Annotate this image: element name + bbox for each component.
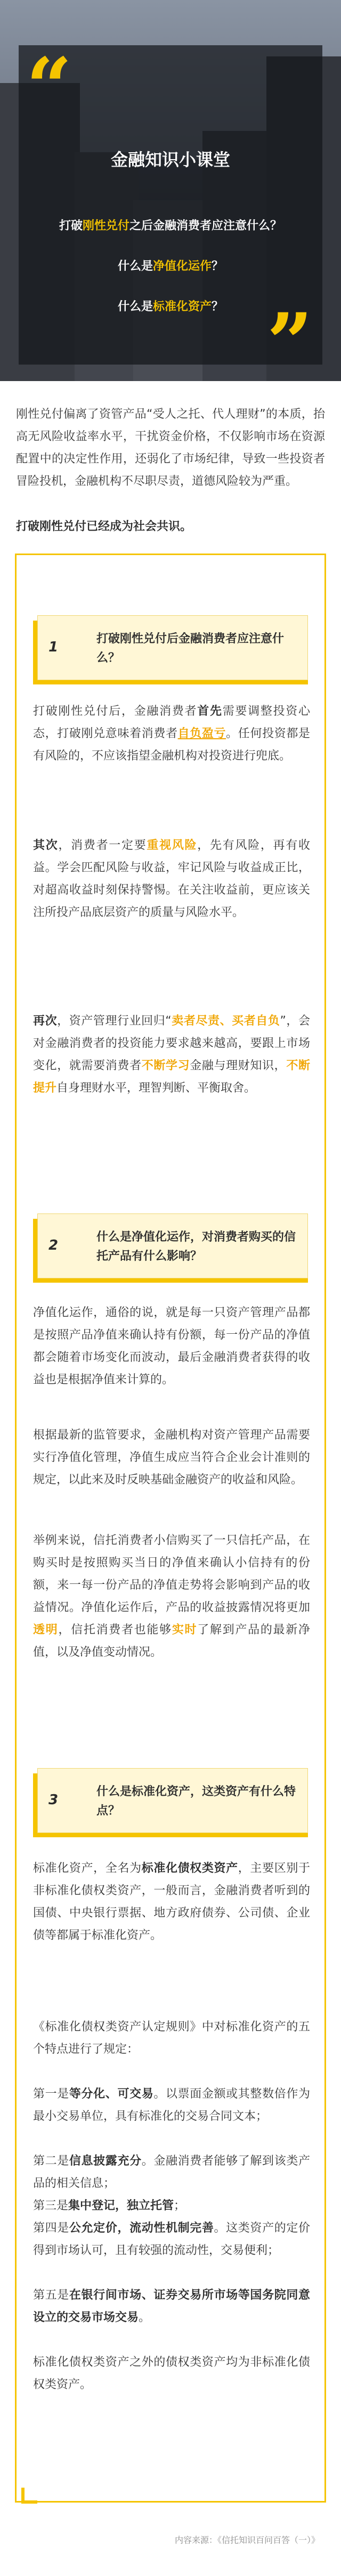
close-quote-icon: ” <box>266 296 313 381</box>
s1-paragraph-second: 其次，消费者一定要重视风险，先有风险，再有收益。学会匹配风险与收益，牢记风险与收益成正比，对超高收益时刻保持警惕。在关注收益前，更应该关注所投产品底层资产的质量与风险水平。 <box>33 839 310 919</box>
hero-banner <box>0 0 341 381</box>
intro-paragraph: 刚性兑付偏离了资管产品“受人之托、代人理财”的本质，抬高无风险收益率水平，干扰资金价格，不仅影响市场在资源配置中的决定性作用，还弱化了市场纪律，导致一些投资者冒险投机，金融机构不尽职尽责，道德风险较为严重。 <box>16 408 325 488</box>
question-box-2 <box>33 1219 308 1283</box>
question-box-3 <box>33 1773 308 1837</box>
hero-question-3: 什么是标准化资产？ <box>117 300 224 313</box>
s2-paragraph-first: 净值化运作，通俗的说，就是每一只资产管理产品都是按照产品净值来确认持有份额，每一份产品的净值都会随着市场变化而波动，最后金融消费者获得的收益也是根据净值来计算的。 <box>33 1306 310 1386</box>
hero-question-1: 打破刚性兑付之后金融消费者应注意什么？ <box>59 219 282 233</box>
s1-paragraph-first: 打破刚性兑付后，金融消费者首先需要调整投资心态，打破刚兑意味着消费者自负盈亏。任何投资都是有风险的，不应该指望金融机构对投资进行兜底。 <box>33 705 310 763</box>
intro-conclusion: 打破刚性兑付已经成为社会共识。 <box>16 520 192 533</box>
question-text: 打破刚性兑付后金融消费者应注意什么？ <box>96 632 285 665</box>
question-number: 3 <box>48 1792 59 1808</box>
content-source: 内容来源：《信托知识百问百答（一）》 <box>174 2535 320 2545</box>
s3-point-5: 第五是在银行间市场、证券交易所市场等国务院同意设立的交易市场交易。 <box>33 2289 310 2324</box>
question-number: 2 <box>48 1237 59 1253</box>
hero-title: 金融知识小课堂 <box>110 150 230 170</box>
s3-paragraph-second: 《标准化债权类资产认定规则》中对标准化资产的五个特点进行了规定： <box>33 2020 310 2056</box>
s1-paragraph-third: 再次，资产管理行业回归“卖者尽责、买者自负”，会对金融消费者的投资能力要求越来越高，要跟上市场变化，就需要消费者不断学习金融与理财知识，不断提升自身理财水平，理智判断、平衡取舍。 <box>33 1014 310 1095</box>
question-text: 什么是标准化资产，这类资产有什么特点？ <box>96 1785 296 1818</box>
s2-paragraph-second: 根据最新的监管要求，金融机构对资产管理产品需要实行净值化管理，净值生成应当符合企业会计准则的规定，以此来及时反映基础金融资产的收益和风险。 <box>33 1429 310 1487</box>
hero-title-panel <box>19 40 322 381</box>
s2-paragraph-third: 举例来说，信托消费者小信购买了一只信托产品，在购买时是按照购买当日的净值来确认小信持有的份额，来一每一份产品的净值走势将会影响到产品的收益情况。净值化运作后，产品的收益披露情况将更加透明，信托消费者也能够实时了解到产品的最新净值，以及净值变动情况。 <box>33 1534 310 1659</box>
hero-question-2: 什么是净值化运作？ <box>117 260 224 273</box>
s3-paragraph-first: 标准化资产，全名为标准化债权类资产，主要区别于非标准化债权类资产，一般而言，金融消费者听到的国债、中央银行票据、地方政府债券、公司债、企业债等都属于标准化资产。 <box>33 1862 310 1942</box>
s3-point-4: 第四是公允定价，流动性机制完善。这类资产的定价得到市场认可，且有较强的流动性，交易便利； <box>33 2222 310 2257</box>
question-box-1 <box>33 621 308 684</box>
corner-decoration <box>21 2488 37 2504</box>
s3-point-1: 第一是等分化、可交易。以票面金额或其整数倍作为最小交易单位，具有标准化的交易合同文本； <box>33 2087 310 2123</box>
s3-closing: 标准化债权类资产之外的债权类资产均为非标准化债权类资产。 <box>33 2356 310 2391</box>
question-text: 什么是净值化运作，对消费者购买的信托产品有什么影响？ <box>96 1231 296 1263</box>
question-number: 1 <box>48 639 59 655</box>
s3-point-2: 第二是信息披露充分。金融消费者能够了解到该类产品的相关信息； <box>33 2154 310 2190</box>
open-quote-icon: “ <box>26 40 72 134</box>
s3-point-3: 第三是集中登记，独立托管； <box>33 2199 186 2212</box>
